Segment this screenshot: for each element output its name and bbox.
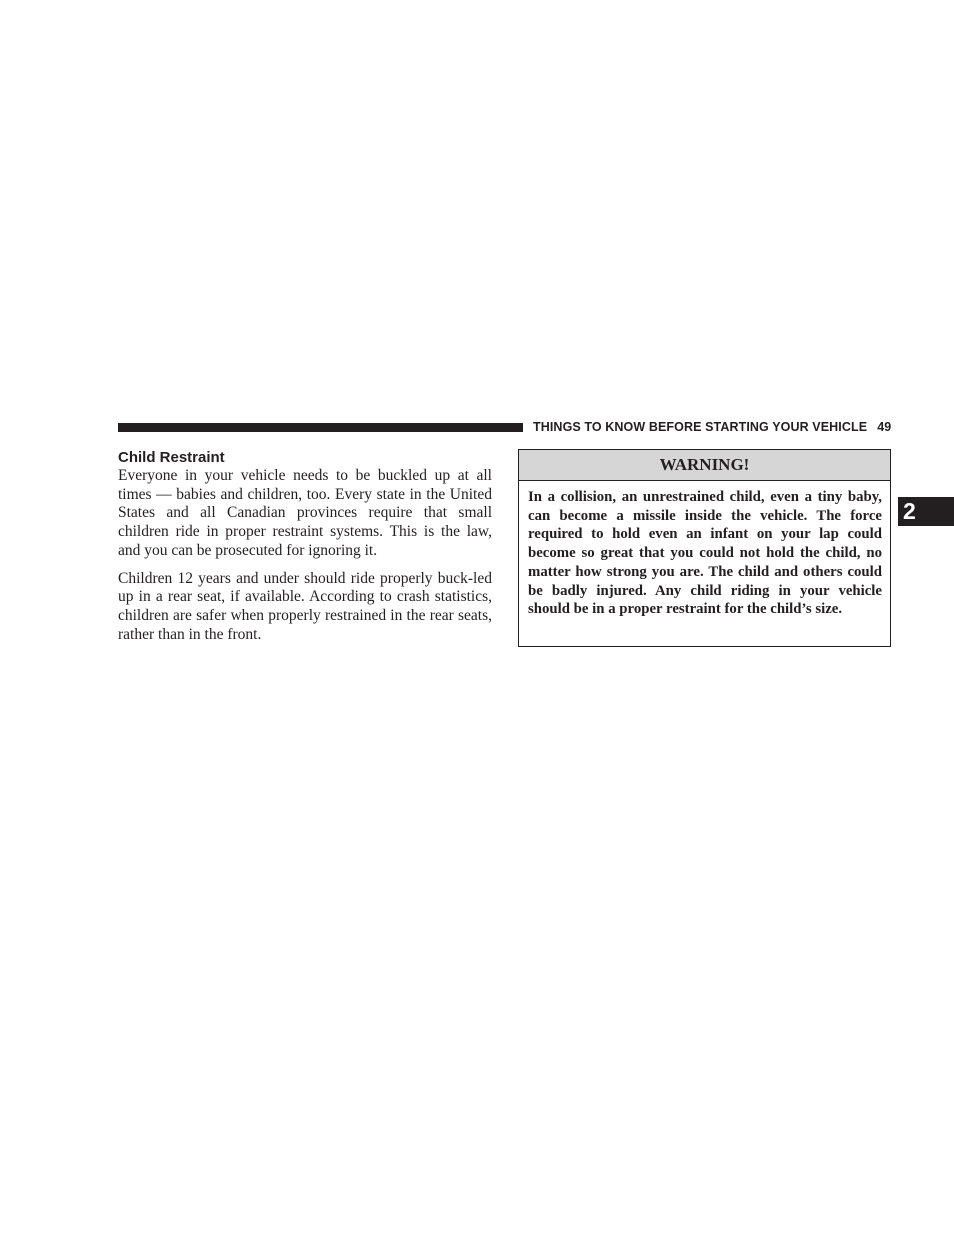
- warning-text: In a collision, an unrestrained child, even a tiny baby, can become a missile inside the vehicle. The force required to hold even an infant on your lap could become so great that you could not hold the child, no matter how strong you are. The child and others could be badly injured. Any child riding in your vehicle should be in a proper restraint for the child’s size.: [528, 489, 882, 618]
- main-column: [118, 448, 492, 644]
- running-header: [533, 420, 891, 434]
- warning-box: [518, 449, 891, 647]
- warning-heading: WARNING!: [519, 450, 890, 481]
- chapter-number: 2: [903, 498, 916, 524]
- header-rule: [118, 423, 523, 432]
- header-title: THINGS TO KNOW BEFORE STARTING YOUR VEHICLE: [533, 420, 868, 434]
- chapter-tab: [898, 497, 954, 526]
- paragraph: Everyone in your vehicle needs to be buckled up at all times — babies and children, too. Every state in the United States and all Canadian provinces require that small children ride in proper restraint systems. This is the law, and you can be prosecuted for ignoring it.: [118, 467, 492, 559]
- section-title: Child Restraint: [118, 449, 225, 466]
- paragraph: Children 12 years and under should ride properly buck-led up in a rear seat, if available. According to crash statistics, children are safer when properly restrained in the rear seats, rather than in the front.: [118, 569, 492, 643]
- page-number: 49: [877, 420, 892, 434]
